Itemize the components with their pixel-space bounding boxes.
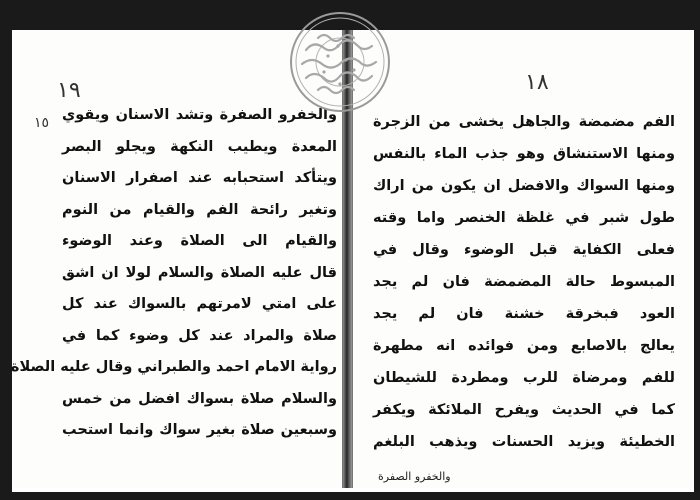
left-folio-number: ١٩ bbox=[57, 78, 81, 103]
text-line: ومنها الاستنشاق وهو جذب الماء بالنفس bbox=[373, 146, 675, 162]
right-page bbox=[352, 30, 694, 488]
text-line: فعلى الكفاية قبل الوضوء وقال في bbox=[373, 242, 675, 258]
text-line: رواية الامام احمد والطبراني وقال عليه الصلاة bbox=[10, 359, 337, 375]
text-line: كما في الحديث ويفرح الملائكة ويكفر bbox=[373, 402, 675, 418]
left-margin-mark: ١٥ bbox=[34, 115, 50, 131]
text-line: والسلام صلاة بسواك افضل من خمس bbox=[62, 390, 337, 407]
text-line: يعالج بالاصابع ومن فوائده انه مطهرة bbox=[373, 338, 675, 354]
text-line: والقيام الى الصلاة وعند الوضوء bbox=[62, 233, 337, 249]
text-line: على امتي لامرتهم بالسواك عند كل bbox=[62, 296, 337, 312]
text-line: المعدة ويطيب النكهة ويجلو البصر bbox=[62, 138, 337, 155]
text-line: والخفرو الصفرة وتشد الاسنان ويقوي bbox=[62, 107, 337, 123]
text-line: صلاة والمراد عند كل وضوء كما في bbox=[62, 327, 337, 344]
scan-edge-right bbox=[694, 0, 700, 500]
right-folio-number: ١٨ bbox=[525, 70, 549, 95]
library-stamp-seal bbox=[288, 10, 392, 114]
text-line: للفم ومرضاة للرب ومطردة للشيطان bbox=[373, 370, 675, 386]
stamp-seal-graphic bbox=[288, 10, 392, 114]
text-line: طول شبر في غلظة الخنصر واما وقته bbox=[373, 210, 675, 226]
text-line: قال عليه الصلاة والسلام لولا ان اشق bbox=[62, 264, 337, 281]
scan-edge-left bbox=[0, 0, 12, 500]
text-line: الخطيئة ويزيد الحسنات ويذهب البلغم bbox=[373, 434, 675, 450]
text-line: الفم مضمضة والجاهل يخشى من الزجرة bbox=[373, 114, 675, 130]
text-line: المبسوط حالة المضمضة فان لم يجد bbox=[373, 274, 675, 290]
text-line: وتغير رائحة الفم والقيام من النوم bbox=[62, 201, 337, 218]
right-page-text bbox=[373, 106, 675, 458]
text-line: العود فبخرقة خشنة فان لم يجد bbox=[373, 306, 675, 322]
catchword: والخفرو الصفرة bbox=[378, 470, 451, 483]
scan-edge-bottom bbox=[0, 492, 700, 500]
text-line: وسبعين صلاة بغير سواك وانما استحب bbox=[62, 422, 337, 438]
text-line: ومنها السواك والافضل ان يكون من اراك bbox=[373, 178, 675, 194]
text-line: ويتأكد استحبابه عند اصفرار الاسنان bbox=[62, 170, 337, 186]
